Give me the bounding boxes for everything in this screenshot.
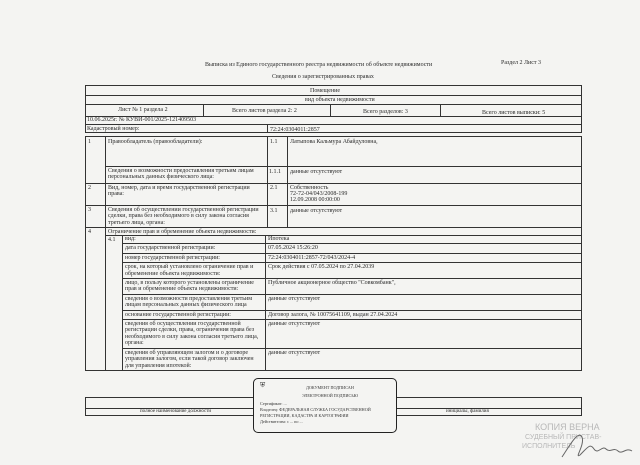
row-value: данные отсутствуют — [290, 208, 343, 214]
stamp-line: РЕГИСТРАЦИИ, КАДАСТРА И КАРТОГРАФИИ — [260, 413, 349, 418]
encumbrance-value: Ипотека — [268, 236, 290, 242]
encumbrance-value: 07.05.2024 15:26:20 — [268, 245, 318, 252]
stamp-line: ДОКУМЕНТ ПОДПИСАН — [306, 385, 354, 390]
encumbrance-subnumber: 4.1 — [108, 237, 116, 243]
stamp-line: Сертификат: ... — [260, 401, 287, 406]
encumbrance-label: срок, на который установлено ограничение прав и обременение объекта недвижимости: — [123, 263, 266, 278]
encumbrance-row — [123, 310, 582, 319]
name-label: инициалы, фамилия — [446, 409, 489, 414]
row-value: Латыпова Кальмура Абайдуловна, — [290, 139, 378, 145]
encumbrance-value: 72:24:0304011:2857-72/043/2024-4 — [268, 254, 356, 261]
row-subnumber: 2.1 — [270, 185, 278, 191]
extract-date-number: 10.06.2025г. № КУВИ-001/2025-121409503 — [87, 117, 197, 123]
stamp-line: СУДЕБНЫЙ ПРИСТАВ- — [525, 434, 602, 441]
row-value: Собственность — [290, 185, 329, 191]
row-number: 4 — [88, 229, 91, 235]
cadastral-number: 72:24:0304011:2857 — [270, 127, 320, 133]
emblem-icon: ⛨ — [260, 381, 266, 389]
row-label: Ограничение прав и обременение объекта недвижимости: — [108, 229, 257, 235]
encumbrance-list — [122, 235, 582, 370]
encumbrance-row — [123, 243, 582, 252]
encumbrance-row — [123, 253, 582, 262]
sheets-total: Всего листов выписки: 5 — [482, 110, 546, 116]
document-title: Выписка из Единого государственного реестра недвижимости об объекте недвижимости — [205, 62, 433, 68]
stamp-line: ИСПОЛНИТЕЛЬ — [522, 443, 576, 450]
encumbrance-value: Публичное акционерное общество "Совкомбанк", — [268, 280, 396, 287]
electronic-signature-stamp — [253, 378, 397, 433]
encumbrance-label: сведения о возможности предоставления третьим лицам персональных данных физического лица — [123, 295, 266, 310]
row-number: 1 — [88, 139, 91, 145]
registration-number: 72-72-04/043/2008-199 — [290, 191, 348, 197]
encumbrance-row — [123, 294, 582, 310]
stamp-line: Владелец: ФЕДЕРАЛЬНАЯ СЛУЖБА ГОСУДАРСТВЕННОЙ — [260, 407, 371, 412]
encumbrance-label: лицо, в пользу которого установлены ограничение прав и обременение объекта недвижимости: — [123, 279, 266, 294]
row-subnumber: 3.1 — [270, 208, 278, 214]
position-label: полное наименование должности — [140, 409, 212, 414]
encumbrance-value: данные отсутствуют — [268, 295, 321, 302]
row-label: Сведения о возможности предоставления третьим лицам персональных данных физического лица: — [108, 168, 254, 181]
encumbrance-value: данные отсутствуют — [268, 321, 321, 328]
encumbrance-value: Срок действия с 07.05.2024 по 27.04.2039 — [268, 264, 375, 271]
encumbrance-label: вид: — [123, 235, 266, 243]
document-subtitle: Сведения о зарегистрированных правах — [272, 74, 374, 80]
encumbrance-value: Договор залога, № 10075641109, выдан 27.04.2024 — [268, 311, 398, 318]
object-name: Помещение — [310, 88, 341, 94]
encumbrance-label: дата государственной регистрации: — [123, 244, 266, 252]
encumbrance-label: сведения об управляющем залогом и о договоре управления залогом, если такой договор заключен для управления ипотекой: — [123, 349, 266, 370]
row-label: Правообладатель (правообладатели): — [108, 139, 203, 145]
handwritten-signature — [560, 425, 640, 465]
encumbrance-label: основание государственной регистрации: — [123, 311, 266, 319]
encumbrance-label: номер государственной регистрации: — [123, 254, 266, 262]
row-number: 3 — [88, 207, 91, 213]
row-number: 2 — [88, 185, 91, 191]
row-label: Сведения об осуществлении государственной регистрации сделки, права без необходимого в силу закона согласия третьего лица, органа: — [108, 207, 259, 226]
stamp-line: ЭЛЕКТРОННОЙ ПОДПИСЬЮ — [302, 393, 359, 398]
cadastral-label: Кадастровый номер: — [87, 126, 140, 132]
row-subnumber: 1.1 — [270, 139, 278, 145]
encumbrance-value: данные отсутствуют — [268, 349, 321, 356]
encumbrance-row — [123, 348, 582, 370]
object-type-label: вид объекта недвижимости — [305, 97, 375, 103]
registration-date: 12.09.2008 00:00:00 — [290, 197, 340, 203]
stamp-line: Действителен: с ... по ... — [260, 419, 303, 424]
row-label: Вид, номер, дата и время государственной регистрации права: — [108, 185, 250, 198]
row-value: данные отсутствуют — [290, 169, 343, 175]
sheet-number: Лист № 1 раздела 2 — [118, 107, 168, 113]
encumbrance-row — [123, 319, 582, 348]
encumbrance-row — [123, 262, 582, 278]
stamp-line: КОПИЯ ВЕРНА — [535, 422, 600, 432]
encumbrance-row — [123, 235, 582, 243]
row-subnumber: 1.1.1 — [269, 169, 281, 175]
section-sheet-label: Раздел 2 Лист 3 — [501, 60, 542, 66]
encumbrance-row — [123, 278, 582, 294]
sheets-in-section: Всего листов раздела 2: 2 — [232, 108, 297, 114]
sections-count: Всего разделов: 3 — [363, 109, 408, 115]
encumbrance-label: сведения об осуществлении государственной регистрации сделки, права, ограничения права без необходимого в силу закона согласия третьего лица, органа: — [123, 320, 266, 348]
